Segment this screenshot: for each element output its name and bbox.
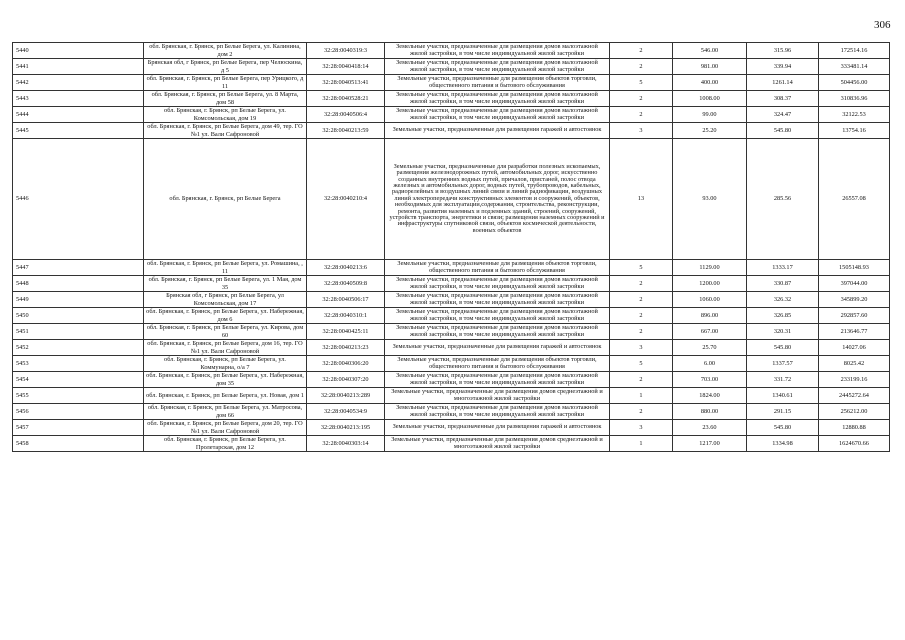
table-row bbox=[13, 75, 890, 91]
cadastral-number-cell: 32:28:0040213:6 bbox=[307, 260, 385, 276]
land-use-type-cell: Земельные участки, предназначенные для размещения домов малоэтажной жилой застройки, в том числе индивидуальной жилой застройки bbox=[385, 292, 610, 308]
row-number-cell: 5451 bbox=[13, 324, 144, 340]
land-use-type-cell: Земельные участки, предназначенные для размещения домов малоэтажной жилой застройки, в том числе индивидуальной жилой застройки bbox=[385, 372, 610, 388]
table-row bbox=[13, 260, 890, 276]
table-row bbox=[13, 123, 890, 139]
table-row bbox=[13, 340, 890, 356]
address-cell: обл. Брянская, г. Брянск, рп Белые Берега, ул. Коммунарна, о/а 7 bbox=[144, 356, 307, 372]
specific-value-cell: 339.94 bbox=[747, 59, 819, 75]
area-cell: 400.00 bbox=[673, 75, 747, 91]
land-use-type-cell: Земельные участки, предназначенные для размещения домов малоэтажной жилой застройки, в том числе индивидуальной жилой застройки bbox=[385, 59, 610, 75]
row-number-cell: 5443 bbox=[13, 91, 144, 107]
specific-value-cell: 315.96 bbox=[747, 43, 819, 59]
specific-value-cell: 308.37 bbox=[747, 91, 819, 107]
area-cell: 667.00 bbox=[673, 324, 747, 340]
cadastral-number-cell: 32:28:0040319:3 bbox=[307, 43, 385, 59]
address-cell: обл. Брянская, г. Брянск, рп Белые Берега, ул. Пролетарская, дом 12 bbox=[144, 436, 307, 452]
land-use-type-cell: Земельные участки, предназначенные для размещения домов малоэтажной жилой застройки, в том числе индивидуальной жилой застройки bbox=[385, 324, 610, 340]
specific-value-cell: 291.15 bbox=[747, 404, 819, 420]
land-use-type-cell: Земельные участки, предназначенные для размещения объектов торговли, общественного питания и бытового обслуживания bbox=[385, 75, 610, 91]
table-row bbox=[13, 324, 890, 340]
group-code-cell: 2 bbox=[610, 59, 673, 75]
cadastral-number-cell: 32:28:0040310:1 bbox=[307, 308, 385, 324]
row-number-cell: 5447 bbox=[13, 260, 144, 276]
cadastral-number-cell: 32:28:0040506:4 bbox=[307, 107, 385, 123]
cadastral-number-cell: 32:28:0040509:8 bbox=[307, 276, 385, 292]
group-code-cell: 1 bbox=[610, 388, 673, 404]
table-row bbox=[13, 107, 890, 123]
address-cell: обл. Брянская, г. Брянск, рп Белые Берега, дом 16, тер. ГО №1 ул. Вали Сафроновой bbox=[144, 340, 307, 356]
row-number-cell: 5448 bbox=[13, 276, 144, 292]
specific-value-cell: 331.72 bbox=[747, 372, 819, 388]
cadastral-number-cell: 32:28:0040303:14 bbox=[307, 436, 385, 452]
group-code-cell: 2 bbox=[610, 308, 673, 324]
specific-value-cell: 285.56 bbox=[747, 139, 819, 260]
group-code-cell: 2 bbox=[610, 324, 673, 340]
specific-value-cell: 1340.61 bbox=[747, 388, 819, 404]
land-use-type-cell: Земельные участки, предназначенные для размещения домов малоэтажной жилой застройки, в том числе индивидуальной жилой застройки bbox=[385, 404, 610, 420]
table-row bbox=[13, 276, 890, 292]
address-cell: обл. Брянская, г. Брянск, рп Белые Берега, ул. 8 Марта, дом 58 bbox=[144, 91, 307, 107]
land-use-type-cell: Земельные участки, предназначенные для размещения домов малоэтажной жилой застройки, в том числе индивидуальной жилой застройки bbox=[385, 43, 610, 59]
address-cell: обл. Брянская, г. Брянск, рп Белые Берега, ул. Ромашина, , 11 bbox=[144, 260, 307, 276]
cadastral-value-cell: 233199.16 bbox=[819, 372, 890, 388]
area-cell: 1217.00 bbox=[673, 436, 747, 452]
area-cell: 546.00 bbox=[673, 43, 747, 59]
land-use-type-cell: Земельные участки, предназначенные для разработки полезных ископаемых, размещения железнодорожных путей, автомобильных дорог, искусственно созданных внутренних водных путей, причалов, пристаней, полос отвода железных и автомобильных дорог, водных путей, трубопроводов, кабельных, радиорелейных и воздушных линий связи и линий радиофикации, воздушных линий электропередачи конструктивных элементов и сооружений, объектов, необходимых для эксплуатации,содержания, строительства, реконструкции, ремонта, развития наземных и подземных зданий, строений, сооружений, устройств транспорта, энергетики и связи; размещения наземных сооружений и инфраструктуры спутниковой связи, объектов космической деятельности, военных объектов bbox=[385, 139, 610, 260]
group-code-cell: 2 bbox=[610, 292, 673, 308]
cadastral-value-cell: 310836.96 bbox=[819, 91, 890, 107]
cadastral-number-cell: 32:28:0040534:9 bbox=[307, 404, 385, 420]
group-code-cell: 2 bbox=[610, 43, 673, 59]
address-cell: обл. Брянская, г. Брянск, рп Белые Берега, дом 49, тер. ГО №1 ул. Вали Сафроновой bbox=[144, 123, 307, 139]
group-code-cell: 2 bbox=[610, 276, 673, 292]
cadastral-number-cell: 32:28:0040528:21 bbox=[307, 91, 385, 107]
row-number-cell: 5441 bbox=[13, 59, 144, 75]
row-number-cell: 5458 bbox=[13, 436, 144, 452]
group-code-cell: 13 bbox=[610, 139, 673, 260]
area-cell: 1060.00 bbox=[673, 292, 747, 308]
address-cell: обл. Брянская, г. Брянск, рп Белые Берега, дом 20, тер. ГО №1 ул. Вали Сафроновой bbox=[144, 420, 307, 436]
cadastral-number-cell: 32:28:0040306:20 bbox=[307, 356, 385, 372]
row-number-cell: 5445 bbox=[13, 123, 144, 139]
area-cell: 1129.00 bbox=[673, 260, 747, 276]
cadastral-number-cell: 32:28:0040210:4 bbox=[307, 139, 385, 260]
table-row bbox=[13, 59, 890, 75]
address-cell: обл. Брянская, г. Брянск, рп Белые Берега, ул. Калинина, дом 2 bbox=[144, 43, 307, 59]
area-cell: 1008.00 bbox=[673, 91, 747, 107]
specific-value-cell: 326.32 bbox=[747, 292, 819, 308]
cadastral-number-cell: 32:28:0040506:17 bbox=[307, 292, 385, 308]
cadastral-value-cell: 345899.20 bbox=[819, 292, 890, 308]
table-row bbox=[13, 436, 890, 452]
land-use-type-cell: Земельные участки, предназначенные для размещения гаражей и автостоянок bbox=[385, 123, 610, 139]
cadastral-value-cell: 12880.88 bbox=[819, 420, 890, 436]
row-number-cell: 5446 bbox=[13, 139, 144, 260]
group-code-cell: 5 bbox=[610, 356, 673, 372]
table-row bbox=[13, 292, 890, 308]
land-use-type-cell: Земельные участки, предназначенные для размещения домов среднеэтажной и многоэтажной жилой застройки bbox=[385, 388, 610, 404]
table-row bbox=[13, 139, 890, 260]
land-use-type-cell: Земельные участки, предназначенные для размещения домов малоэтажной жилой застройки, в том числе индивидуальной жилой застройки bbox=[385, 107, 610, 123]
row-number-cell: 5444 bbox=[13, 107, 144, 123]
specific-value-cell: 320.31 bbox=[747, 324, 819, 340]
address-cell: обл. Брянская, г. Брянск, рп Белые Берега, ул. Комсомольская, дом 19 bbox=[144, 107, 307, 123]
cadastral-value-cell: 1505148.93 bbox=[819, 260, 890, 276]
row-number-cell: 5453 bbox=[13, 356, 144, 372]
cadastral-value-cell: 14027.06 bbox=[819, 340, 890, 356]
row-number-cell: 5456 bbox=[13, 404, 144, 420]
area-cell: 1200.00 bbox=[673, 276, 747, 292]
cadastral-number-cell: 32:28:0040213:195 bbox=[307, 420, 385, 436]
address-cell: обл. Брянская, г. Брянск, рп Белые Берега, ул. Набережная, дом 6 bbox=[144, 308, 307, 324]
specific-value-cell: 324.47 bbox=[747, 107, 819, 123]
specific-value-cell: 1337.57 bbox=[747, 356, 819, 372]
specific-value-cell: 545.80 bbox=[747, 420, 819, 436]
land-use-type-cell: Земельные участки, предназначенные для размещения домов малоэтажной жилой застройки, в том числе индивидуальной жилой застройки bbox=[385, 276, 610, 292]
cadastral-value-cell: 1624670.66 bbox=[819, 436, 890, 452]
area-cell: 703.00 bbox=[673, 372, 747, 388]
table-row bbox=[13, 43, 890, 59]
specific-value-cell: 326.85 bbox=[747, 308, 819, 324]
area-cell: 981.00 bbox=[673, 59, 747, 75]
row-number-cell: 5457 bbox=[13, 420, 144, 436]
address-cell: обл. Брянская, г. Брянск, рп Белые Берега, ул. Новая, дом 1 bbox=[144, 388, 307, 404]
row-number-cell: 5440 bbox=[13, 43, 144, 59]
cadastral-value-cell: 504456.00 bbox=[819, 75, 890, 91]
group-code-cell: 5 bbox=[610, 75, 673, 91]
area-cell: 6.00 bbox=[673, 356, 747, 372]
group-code-cell: 3 bbox=[610, 420, 673, 436]
cadastral-value-cell: 26557.08 bbox=[819, 139, 890, 260]
cadastral-number-cell: 32:28:0040425:11 bbox=[307, 324, 385, 340]
row-number-cell: 5449 bbox=[13, 292, 144, 308]
area-cell: 99.00 bbox=[673, 107, 747, 123]
group-code-cell: 2 bbox=[610, 91, 673, 107]
table-row bbox=[13, 91, 890, 107]
table-row bbox=[13, 388, 890, 404]
address-cell: обл. Брянская, г. Брянск, рп Белые Берега, ул. Матросова, дом 66 bbox=[144, 404, 307, 420]
address-cell: обл. Брянская, г. Брянск, рп Белые Берега, ул. 1 Мая, дом 35 bbox=[144, 276, 307, 292]
row-number-cell: 5450 bbox=[13, 308, 144, 324]
row-number-cell: 5442 bbox=[13, 75, 144, 91]
table-row bbox=[13, 356, 890, 372]
table-row bbox=[13, 308, 890, 324]
cadastral-number-cell: 32:28:0040213:59 bbox=[307, 123, 385, 139]
land-use-type-cell: Земельные участки, предназначенные для размещения домов среднеэтажной и многоэтажной жилой застройки bbox=[385, 436, 610, 452]
table-row bbox=[13, 420, 890, 436]
group-code-cell: 3 bbox=[610, 123, 673, 139]
cadastral-value-cell: 172514.16 bbox=[819, 43, 890, 59]
specific-value-cell: 330.87 bbox=[747, 276, 819, 292]
land-use-type-cell: Земельные участки, предназначенные для размещения домов малоэтажной жилой застройки, в том числе индивидуальной жилой застройки bbox=[385, 91, 610, 107]
cadastral-value-cell: 8025.42 bbox=[819, 356, 890, 372]
specific-value-cell: 1333.17 bbox=[747, 260, 819, 276]
address-cell: обл. Брянская, г. Брянск, рп Белые Берега bbox=[144, 139, 307, 260]
cadastral-value-cell: 333481.14 bbox=[819, 59, 890, 75]
land-use-type-cell: Земельные участки, предназначенные для размещения домов малоэтажной жилой застройки, в том числе индивидуальной жилой застройки bbox=[385, 308, 610, 324]
cadastral-number-cell: 32:28:0040213:289 bbox=[307, 388, 385, 404]
cadastral-value-cell: 213646.77 bbox=[819, 324, 890, 340]
cadastral-value-cell: 256212.00 bbox=[819, 404, 890, 420]
specific-value-cell: 545.80 bbox=[747, 340, 819, 356]
row-number-cell: 5452 bbox=[13, 340, 144, 356]
cadastral-value-cell: 32122.53 bbox=[819, 107, 890, 123]
group-code-cell: 5 bbox=[610, 260, 673, 276]
group-code-cell: 2 bbox=[610, 372, 673, 388]
area-cell: 93.00 bbox=[673, 139, 747, 260]
address-cell: Брянская обл, г Брянск, рп Белые Берега, пер Челюскина, д 5 bbox=[144, 59, 307, 75]
land-use-type-cell: Земельные участки, предназначенные для размещения объектов торговли, общественного питания и бытового обслуживания bbox=[385, 356, 610, 372]
specific-value-cell: 1334.98 bbox=[747, 436, 819, 452]
address-cell: обл. Брянская, г. Брянск, рп Белые Берега, ул. Кирова, дом 60 bbox=[144, 324, 307, 340]
cadastral-value-cell: 2445272.64 bbox=[819, 388, 890, 404]
group-code-cell: 1 bbox=[610, 436, 673, 452]
cadastral-number-cell: 32:28:0040418:14 bbox=[307, 59, 385, 75]
cadastral-number-cell: 32:28:0040307:20 bbox=[307, 372, 385, 388]
area-cell: 880.00 bbox=[673, 404, 747, 420]
land-use-type-cell: Земельные участки, предназначенные для размещения гаражей и автостоянок bbox=[385, 420, 610, 436]
table-row bbox=[13, 404, 890, 420]
specific-value-cell: 545.80 bbox=[747, 123, 819, 139]
area-cell: 1824.00 bbox=[673, 388, 747, 404]
area-cell: 23.60 bbox=[673, 420, 747, 436]
cadastral-value-cell: 292857.60 bbox=[819, 308, 890, 324]
area-cell: 896.00 bbox=[673, 308, 747, 324]
cadastral-number-cell: 32:28:0040513:41 bbox=[307, 75, 385, 91]
table-row bbox=[13, 372, 890, 388]
address-cell: обл. Брянская, г. Брянск, рп Белые Берега, пер Урицкого, д 11 bbox=[144, 75, 307, 91]
specific-value-cell: 1261.14 bbox=[747, 75, 819, 91]
page-number: 306 bbox=[874, 19, 891, 31]
cadastral-value-cell: 13754.16 bbox=[819, 123, 890, 139]
group-code-cell: 2 bbox=[610, 404, 673, 420]
address-cell: Брянская обл, г Брянск, рп Белые Берега, ул Комсомольская, дом 17 bbox=[144, 292, 307, 308]
cadastral-number-cell: 32:28:0040213:23 bbox=[307, 340, 385, 356]
group-code-cell: 2 bbox=[610, 107, 673, 123]
address-cell: обл. Брянская, г. Брянск, рп Белые Берега, ул. Набережная, дом 35 bbox=[144, 372, 307, 388]
cadastral-value-cell: 397044.00 bbox=[819, 276, 890, 292]
area-cell: 25.20 bbox=[673, 123, 747, 139]
row-number-cell: 5455 bbox=[13, 388, 144, 404]
group-code-cell: 3 bbox=[610, 340, 673, 356]
area-cell: 25.70 bbox=[673, 340, 747, 356]
cadastral-table bbox=[12, 42, 890, 452]
land-use-type-cell: Земельные участки, предназначенные для размещения гаражей и автостоянок bbox=[385, 340, 610, 356]
land-use-type-cell: Земельные участки, предназначенные для размещения объектов торговли, общественного питания и бытового обслуживания bbox=[385, 260, 610, 276]
row-number-cell: 5454 bbox=[13, 372, 144, 388]
